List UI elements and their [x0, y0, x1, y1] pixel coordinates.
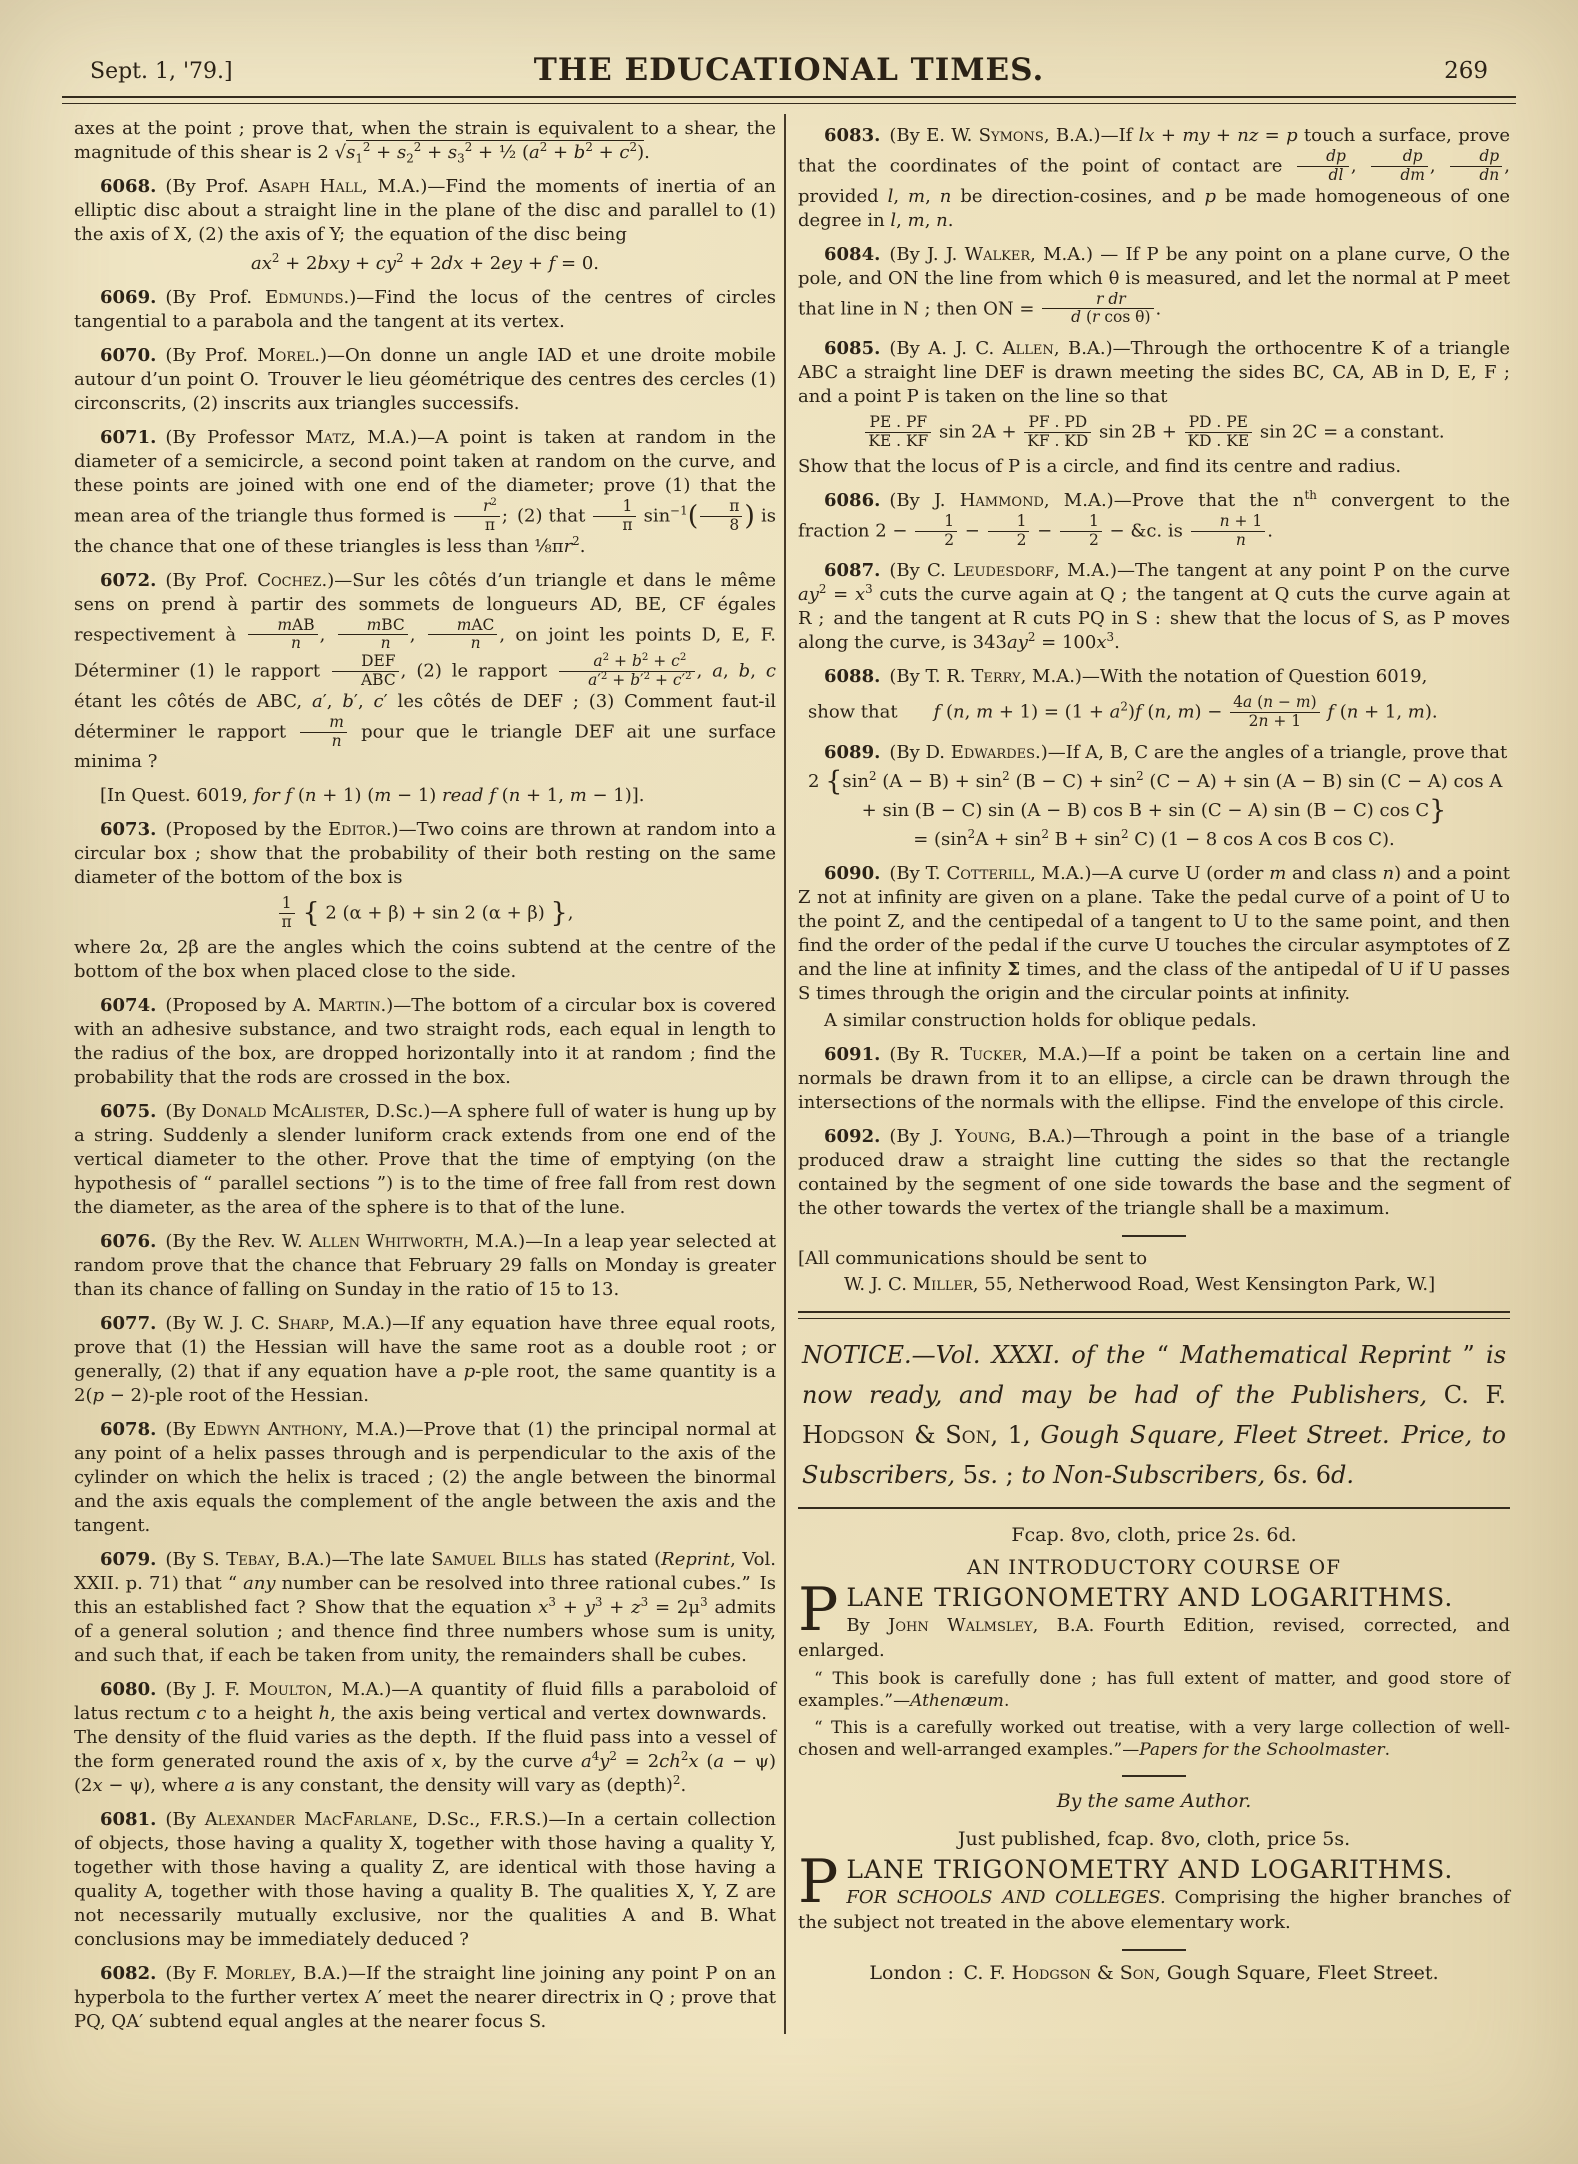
equation-6085: $\frac{PE . PF}{KE . KF}$ sin 2A + $\frac{PF . PD}{KF . KD}$ sin 2B + $\frac{PD . PE}{KD . KE}$ sin 2C = a constant.: [798, 414, 1510, 451]
ad1-title: PLANE TRIGONOMETRY AND LOGARITHMS. By John Walmsley, B.A. Fourth Edition, revised, corrected, and enlarged.: [798, 1574, 1510, 1661]
problem-6091: 6091. (By R. Tucker, M.A.)—If a point be taken on a certain line and normals be drawn from it to an ellipse, a circle can be drawn through the intersections of the normals with the ellipse. Find the envelope of this circle.: [798, 1043, 1510, 1113]
equation-6088: show that f (n, $m + 1) = (1 + a^2)f$ (n, m) − $\frac{4a (n - m)}{2n + 1}$ f (n + 1, m).: [808, 693, 1438, 731]
problem-6075: 6075. (By Donald McAlister, D.Sc.)—A sphere full of water is hung up by a string. Suddenly a slender luniform crack extends from one end of the vertical diameter to the other. Prove that the time of emptying (on the hypothesis of “ parallel sections ”) is to the time of free fall from rest down the diameter, as the area of the sphere is to that of the lune.: [74, 1100, 776, 1218]
problem-6070: 6070. (By Prof. Morel.)—On donne un angle IAD et une droite mobile autour d’un point O. Trouver le lieu géométrique des centres des cercles (1) circonscrits, (2) inscrits aux triangles successifs.: [74, 345, 776, 414]
problem-6080: 6080. (By J. F. Moulton, M.A.)—A quantity of fluid fills a paraboloid of latus rectum c to a height h, the axis being vertical and vertex downwards. The density of the fluid varies as the depth. If the fluid pass into a vessel of the form generated round the axis of x, by the curve $a^4y^2 = 2ch^2x$ (a − ψ) (2x − ψ), where a is any constant, the density will vary as (depth)$^2$.: [74, 1678, 776, 1796]
problem-6088: 6088. (By T. R. Terry, M.A.)—With the notation of Question 6019,: [824, 666, 1428, 688]
notice-bottom-rule: [798, 1507, 1510, 1509]
problem-6073-cont: where 2α, 2β are the angles which the coins subtend at the centre of the bottom of the box when placed close to the side.: [74, 936, 776, 982]
ad-separator: [1122, 1775, 1186, 1777]
equation-6089-line2: + sin (B − C) sin (A − B) cos B + sin (C − A) sin (B − C) cos C}: [861, 794, 1447, 826]
problem-6089: 6089. (By D. Edwardes.)—If A, B, C are the angles of a triangle, prove that: [824, 741, 1508, 763]
publisher-line: London : C. F. Hodgson & Son, Gough Square, Fleet Street.: [869, 1961, 1439, 1984]
problem-6072: 6072. (By Prof. Cochez.)—Sur les côtés d’un triangle et dans le même sens on prend à partir des sommets de longueurs AD, BE, CF égales respectivement à mAB n , mBC n , mAC n , on joint les points D, E, F. Déterminer (1) le rapport DEF ABC , (2) le rapport $\frac{a^2 + b^2 + c^2}{a'^2 + b'^2 + c'^2}$ , a, b, c étant les côtés de ABC, a′, b′, c′ les côtés de DEF ; (3) Comment faut-il déterminer le rapport $\frac{m}{n}$ pour que le triangle DEF ait une surface minima ?: [74, 569, 777, 773]
header-rule: [62, 96, 1516, 104]
ad1-review-athenaeum: “ This book is carefully done ; has full extent of matter, and good store of examples.”—Athenæum.: [798, 1668, 1510, 1711]
right-column: [788, 114, 1510, 2034]
problem-6085: 6085. (By A. J. C. Allen, B.A.)—Through the orthocentre K of a triangle ABC a straight line DEF is drawn meeting the sides BC, CA, AB in D, E, F ; and a point P is taken on the line so that: [798, 338, 1510, 408]
notice-top-rule: [798, 1311, 1510, 1319]
problem-6078: 6078. (By Edwyn Anthony, M.A.)—Prove that (1) the principal normal at any point of a helix passes through and is perpendicular to the axis of the cylinder on which the helix is traced ; (2) the angle between the binormal and the axis equals the complement of the angle between the axis and the tangent.: [74, 1418, 776, 1536]
problem-6084: 6084. (By J. J. Walker, M.A.) — If P be any point on a plane curve, O the pole, and ON the line from which θ is measured, and let the normal at P meet that line in N ; then ON = $\frac{\text{r dr}}{\text{d (r cos θ)}}$ .: [798, 243, 1511, 327]
problem-6073: 6073. (Proposed by the Editor.)—Two coins are thrown at random into a circular box ; show that the probability of their both resting on the same diameter of the bottom of the box is: [74, 819, 776, 889]
problem-6071: 6071. (By Professor Matz, M.A.)—A point is taken at random in the diameter of a semicircle, a second point taken at random on the curve, and these points are joined with one end of the diameter; prove (1) that the mean area of the triangle thus formed is $\frac{r^2}{\pi}$ ; (2) that $\frac{1}{\pi}$ $\sin^{-1}$( $\frac{\pi}{8}$ ) is the chance that one of these triangles is less than $\frac{1}{8}\pi r^2$.: [74, 427, 776, 557]
publisher-separator: [1122, 1949, 1186, 1951]
equation-6089-line1: 2 {$\sin^2$ $(A - B) + \sin^2 (B - C) + \sin^2 (C - A) + \sin (A - B)$ sin (C − A) cos A: [808, 765, 1503, 797]
communications-note: [All communications should be sent to: [798, 1247, 1148, 1269]
problem-6077: 6077. (By W. J. C. Sharp, M.A.)—If any equation have three equal roots, prove that (1) the Hessian will have the same root as a double root ; or generally, (2) that if any equation have a p-ple root, the same quantity is a 2(p − 2)-ple root of the Hessian.: [74, 1312, 776, 1406]
problem-6076: 6076. (By the Rev. W. Allen Whitworth, M.A.)—In a leap year selected at random prove that the chance that February 29 falls on Monday is greater than its chance of falling on Sunday in the ratio of 15 to 13.: [74, 1230, 776, 1300]
problem-6085-cont: Show that the locus of P is a circle, and find its centre and radius.: [798, 455, 1402, 477]
ad2-just-published: Just published, fcap. 8vo, cloth, price 5s.: [957, 1827, 1351, 1850]
communications-address: W. J. C. Miller, 55, Netherwood Road, West Kensington Park, W.]: [844, 1273, 1436, 1295]
problem-6079: 6079. (By S. Tebay, B.A.)—The late Samuel Bills has stated (Reprint, Vol. XXII. p. 71) that “ any number can be resolved into three rational cubes.” Is this an established fact ? Show that the equation $x^3 + y^3 + z^3 = 2\mu^3$ admits of a general solution ; and thence find three numbers whose sum is unity, and such that, if each be taken from unity, the remainders shall be cubes.: [74, 1548, 777, 1666]
ad2-title: PLANE TRIGONOMETRY AND LOGARITHMS. FOR SCHOOLS AND COLLEGES. Comprising the higher branches of the subject not treated in the above elementary work.: [798, 1846, 1510, 1933]
problem-6092: 6092. (By J. Young, B.A.)—Through a point in the base of a triangle produced draw a straight line cutting the sides so that the rectangle contained by the segment of one side towards the base and the segment of the other towards the vertex of the triangle shall be a maximum.: [798, 1125, 1510, 1219]
problem-6083: 6083. (By E. W. Symons, B.A.)—If lx + my + nz = p touch a surface, prove that the coordinates of the point of contact are $\frac{dp}{dl}$ , $\frac{dp}{dm}$ , $\frac{dp}{dn}$ , provided l, m, n be direction-cosines, and p be made homogeneous of one degree in l, m, n.: [798, 125, 1510, 231]
problem-6069: 6069. (By Prof. Edmunds.)—Find the locus of the centres of circles tangential to a parabola and the tangent at its vertex.: [74, 287, 776, 332]
problem-6090-cont: A similar construction holds for oblique pedals.: [824, 1009, 1257, 1031]
problem-6081: 6081. (By Alexander MacFarlane, D.Sc., F.R.S.)—In a certain collection of objects, those having a quality X, together with those having a quality Y, together with those having a quality Z, are identical with those having a quality A, together with those having a quality B. The qualities X, Y, Z are not necessarily mutually exclusive, nor the qualities A and B. What conclusions may be immediately deduced ?: [74, 1808, 777, 1950]
problem-6090: 6090. (By T. Cotterill, M.A.)—A curve U (order m and class n) and a point Z not at infinity are given on a plane. Take the pedal curve of a point of U to the point Z, and the centipedal of a tangent to U to the same point, and then find the order of the pedal if the curve U touches the circular asymptotes of Z and the line at infinity Σ times, and the class of the antipedal of U if U passes S times through the origin and the circular points at infinity.: [798, 862, 1511, 1004]
issue-date: Sept. 1, '79.]: [90, 59, 233, 84]
problem-6074: 6074. (Proposed by A. Martin.)—The bottom of a circular box is covered with an adhesive substance, and two straight rods, each equal in length to the radius of the box, are dropped horizontally into it at random ; find the probability that the rods are crossed in the box.: [74, 994, 776, 1088]
left-column: [74, 114, 782, 2034]
separator-dash: [1122, 1235, 1186, 1237]
problem-6082: 6082. (By F. Morley, B.A.)—If the straight line joining any point P on an hyperbola to the further vertex A′ meet the nearer directrix in Q ; prove that PQ, QA′ subtend equal angles at the nearer focus S.: [74, 1962, 776, 2032]
continuation-shear: axes at the point ; prove that, when the strain is equivalent to a shear, the magnitude of this shear is 2 $√s_1^2 + s_2^2 + s_3^2$ + ½ $(a^2 + b^2 + c^2)$.: [74, 118, 776, 166]
ad1-review-schoolmaster: “ This is a carefully worked out treatise, with a very large collection of well-chosen and well-arranged examples.”—Papers for the Schoolmaster.: [798, 1717, 1510, 1760]
two-column-body: [74, 114, 1520, 2034]
ad1-format-line: Fcap. 8vo, cloth, price 2s. 6d.: [1011, 1523, 1297, 1546]
equation-6089-line3: = $(\sin^2A + \sin^2 B + \sin^2 C) (1 - 8$ cos A cos B cos C).: [913, 826, 1395, 850]
problem-6087: 6087. (By C. Leudesdorf, M.A.)—The tangent at any point P on the curve $ay^2 = x^3$ cuts the curve again at Q ; the tangent at Q cuts the curve again at R ; and the tangent at R cuts PQ in S : shew that the locus of S, as P moves along the curve, is $343ay^2 = 100x^3$.: [798, 560, 1511, 654]
page-header: [62, 30, 1516, 88]
equation-6073: $\frac{1}{\pi}$ { 2 (α + β) + sin 2 (α + β) },: [74, 895, 776, 932]
page-number: 269: [1444, 58, 1488, 84]
notice-block: NOTICE.—Vol. XXXI. of the “ Mathematical Reprint ” is now ready, and may be had of the Publishers, C. F. Hodgson & Son, 1, Gough Square, Fleet Street. Price, to Subscribers, 5s. ; to Non-Subscribers, 6s. 6d.: [802, 1340, 1507, 1489]
ad2-same-author: By the same Author.: [1056, 1789, 1252, 1812]
ad1-course-line: AN INTRODUCTORY COURSE OF: [967, 1554, 1341, 1579]
erratum-note-6019: [In Quest. 6019, for f (n + 1) (m − 1) read f (n + 1, m − 1)].: [100, 785, 645, 807]
problem-6086: 6086. (By J. Hammond, M.A.)—Prove that the $n^{th}$ convergent to the fraction 2 − $\frac{1}{2}$ − $\frac{1}{2}$ − $\frac{1}{2}$ − &c. is $\frac{n + 1}{n}$ .: [798, 487, 1510, 549]
problem-6068: 6068. (By Prof. Asaph Hall, M.A.)—Find the moments of inertia of an elliptic disc about a straight line in the plane of the disc and parallel to (1) the axis of X, (2) the axis of Y; the equation of the disc being: [74, 176, 776, 245]
equation-6068: $ax^2 + 2bxy + cy^2 + 2dx + 2ey + f = 0$.: [250, 251, 599, 274]
column-divider: [784, 114, 786, 2034]
page-title: THE EDUCATIONAL TIMES.: [533, 52, 1045, 88]
